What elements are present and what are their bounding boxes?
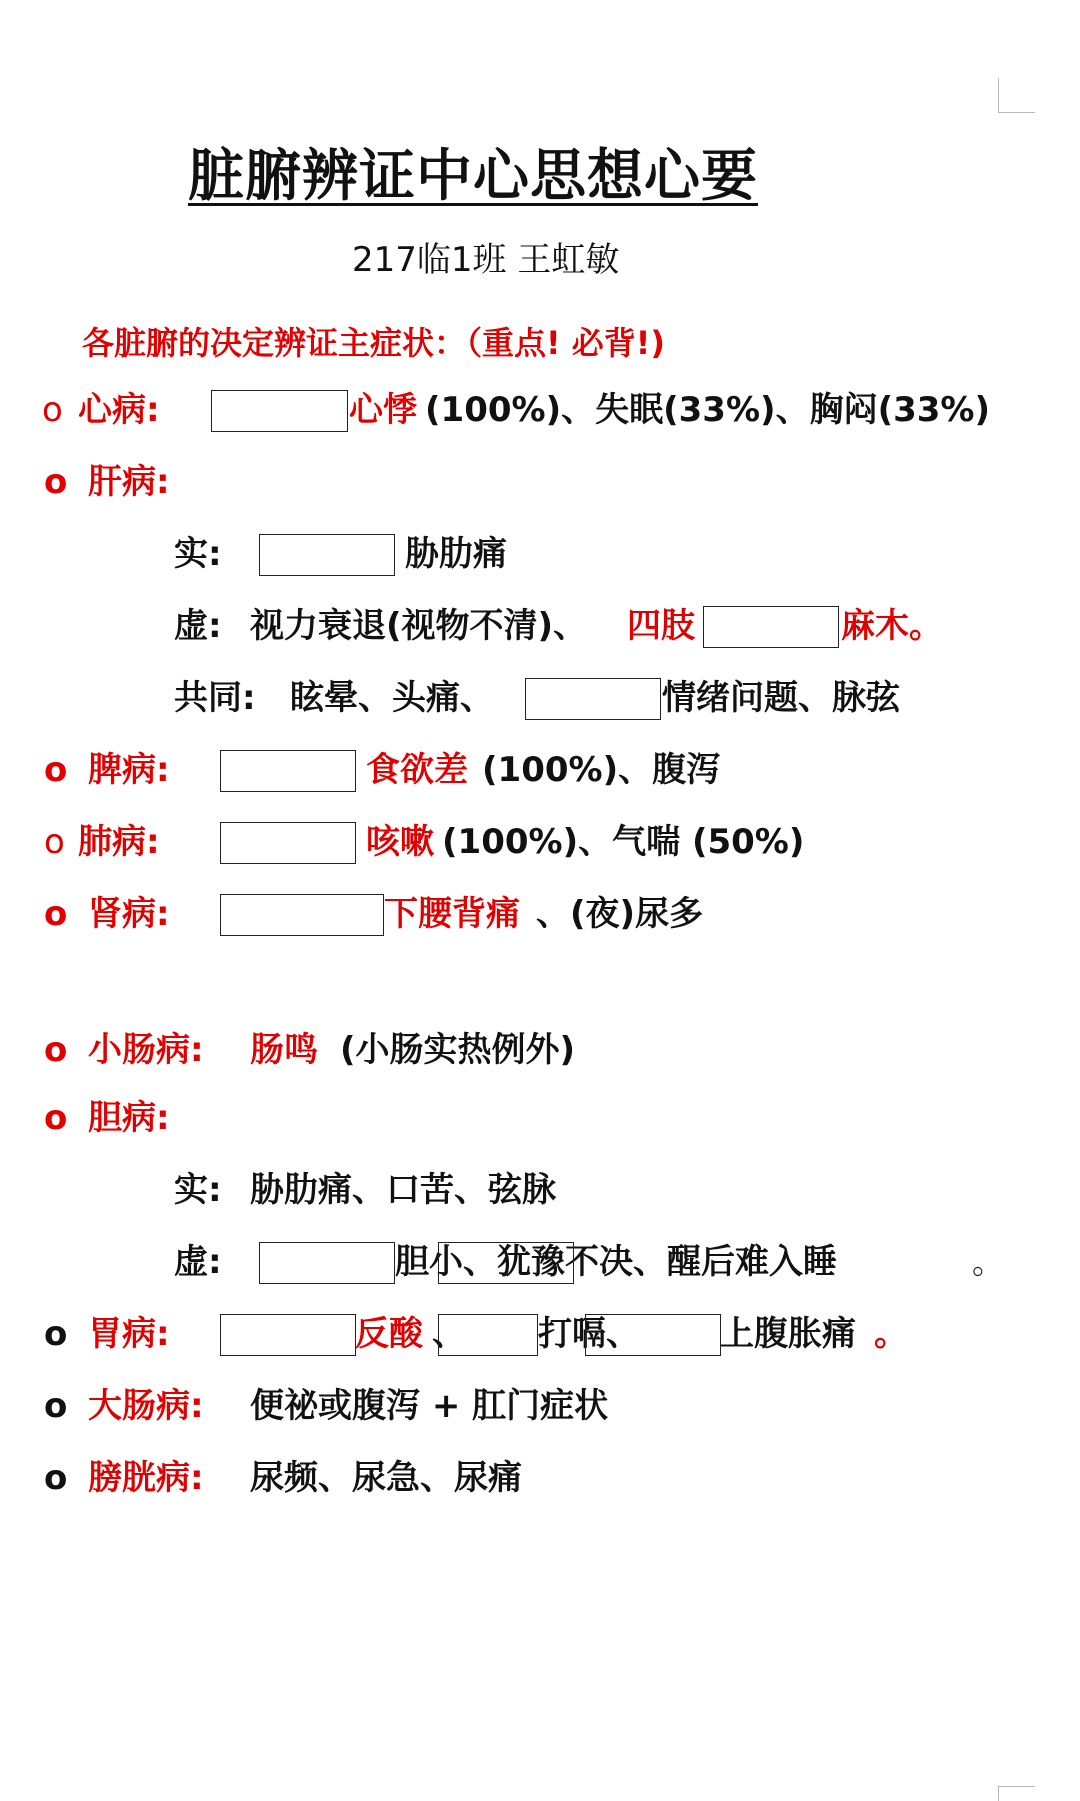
section-heading: 各脏腑的决定辨证主症状：（重点! 必背!) (82, 324, 665, 362)
key-symptom-stomach: 反酸 (355, 1314, 423, 1354)
page-corner-mark-top (998, 78, 1035, 113)
gallbladder-shi-symptoms: 胁肋痛、口苦、弦脉 (250, 1170, 556, 1210)
symptoms-lung: (100%)、气喘 (50%) (442, 822, 805, 862)
blank-box[interactable] (259, 534, 395, 576)
bullet-marker: o (44, 1314, 68, 1354)
key-symptom-heart: 心悸 (349, 390, 417, 430)
organ-label-small-intestine: 小肠病: (88, 1030, 204, 1070)
bullet-marker: o (44, 750, 68, 790)
blank-box[interactable] (220, 1314, 356, 1356)
key-symptom-lung: 咳嗽 (366, 822, 434, 862)
organ-label-stomach: 胃病: (88, 1314, 170, 1354)
liver-xu-key-2: 麻木。 (841, 606, 943, 646)
organ-label-large-intestine: 大肠病: (88, 1386, 204, 1426)
gallbladder-xu-symptoms: 胆小、犹豫不决、醒后难入睡 (395, 1242, 837, 1282)
bullet-marker: o (44, 822, 65, 862)
symptoms-heart: (100%)、失眠(33%)、胸闷(33%) (425, 390, 991, 430)
page-title: 脏腑辨证中心思想心要 (188, 144, 758, 209)
organ-label-heart: 心病: (78, 390, 160, 430)
page-subtitle: 217临1班 王虹敏 (352, 240, 620, 280)
liver-xu-symptoms: 视力衰退(视物不清)、 (250, 606, 588, 646)
blank-box[interactable] (211, 390, 348, 432)
list-item-heart (0, 388, 1080, 432)
liver-common-symptoms-1: 眩晕、头痛、 (290, 678, 494, 718)
xu-label: 虚: (174, 1242, 222, 1282)
symptoms-spleen: (100%)、腹泻 (482, 750, 721, 790)
stomach-end: 。 (874, 1314, 908, 1354)
bullet-marker: o (44, 1458, 68, 1498)
blank-box[interactable] (259, 1242, 395, 1284)
liver-xu-key-1: 四肢 (627, 606, 695, 646)
list-item-liver (0, 460, 1080, 504)
list-item-lung (0, 820, 1080, 864)
organ-label-liver: 肝病: (88, 462, 170, 502)
bullet-marker: o (42, 390, 63, 430)
symptoms-bladder: 尿频、尿急、尿痛 (250, 1458, 522, 1498)
gallbladder-xu-end: 。 (972, 1243, 1005, 1281)
liver-shi-line (0, 532, 1080, 576)
page-corner-mark-bottom (998, 1786, 1035, 1801)
gallbladder-xu-line (0, 1240, 1080, 1284)
blank-box[interactable] (220, 822, 356, 864)
blank-box[interactable] (220, 894, 384, 936)
symptoms-small-intestine: (小肠实热例外) (340, 1030, 576, 1070)
key-symptom-small-intestine: 肠鸣 (250, 1030, 318, 1070)
blank-box[interactable] (585, 1314, 721, 1356)
xu-label: 虚: (174, 606, 222, 646)
shi-label: 实: (174, 534, 222, 574)
liver-shi-symptoms: 胁肋痛 (405, 534, 507, 574)
organ-label-kidney: 肾病: (88, 894, 170, 934)
blank-box[interactable] (703, 606, 839, 648)
bullet-marker: o (44, 1386, 68, 1426)
bullet-marker: o (44, 1030, 68, 1070)
list-item-kidney (0, 892, 1080, 936)
list-item-gallbladder (0, 1096, 1080, 1140)
bullet-marker: o (44, 462, 68, 502)
key-symptom-spleen: 食欲差 (366, 750, 468, 790)
symptoms-stomach-3: 上腹胀痛 (720, 1314, 856, 1354)
shi-label: 实: (174, 1170, 222, 1210)
list-item-small-intestine (0, 1028, 1080, 1072)
stomach-separator: 、 (432, 1314, 466, 1354)
symptoms-large-intestine: 便祕或腹泻 + 肛门症状 (250, 1386, 609, 1426)
blank-box[interactable] (220, 750, 356, 792)
blank-box[interactable] (525, 678, 661, 720)
blank-box[interactable] (438, 1242, 574, 1284)
gallbladder-shi-line (0, 1168, 1080, 1212)
organ-label-lung: 肺病: (78, 822, 160, 862)
common-label: 共同: (174, 678, 256, 718)
liver-common-symptoms-2: 情绪问题、脉弦 (662, 678, 900, 718)
list-item-large-intestine (0, 1384, 1080, 1428)
bullet-marker: o (44, 1098, 68, 1138)
organ-label-bladder: 膀胱病: (88, 1458, 204, 1498)
organ-label-gallbladder: 胆病: (88, 1098, 170, 1138)
organ-label-spleen: 脾病: (88, 750, 170, 790)
blank-box[interactable] (438, 1314, 538, 1356)
liver-common-line (0, 676, 1080, 720)
list-item-spleen (0, 748, 1080, 792)
symptoms-stomach-2: 打嗝、 (538, 1314, 640, 1354)
symptoms-kidney: 、(夜)尿多 (536, 894, 704, 934)
liver-xu-line (0, 604, 1080, 648)
bullet-marker: o (44, 894, 68, 934)
key-symptom-kidney: 下腰背痛 (384, 894, 520, 934)
list-item-bladder (0, 1456, 1080, 1500)
list-item-stomach (0, 1312, 1080, 1356)
